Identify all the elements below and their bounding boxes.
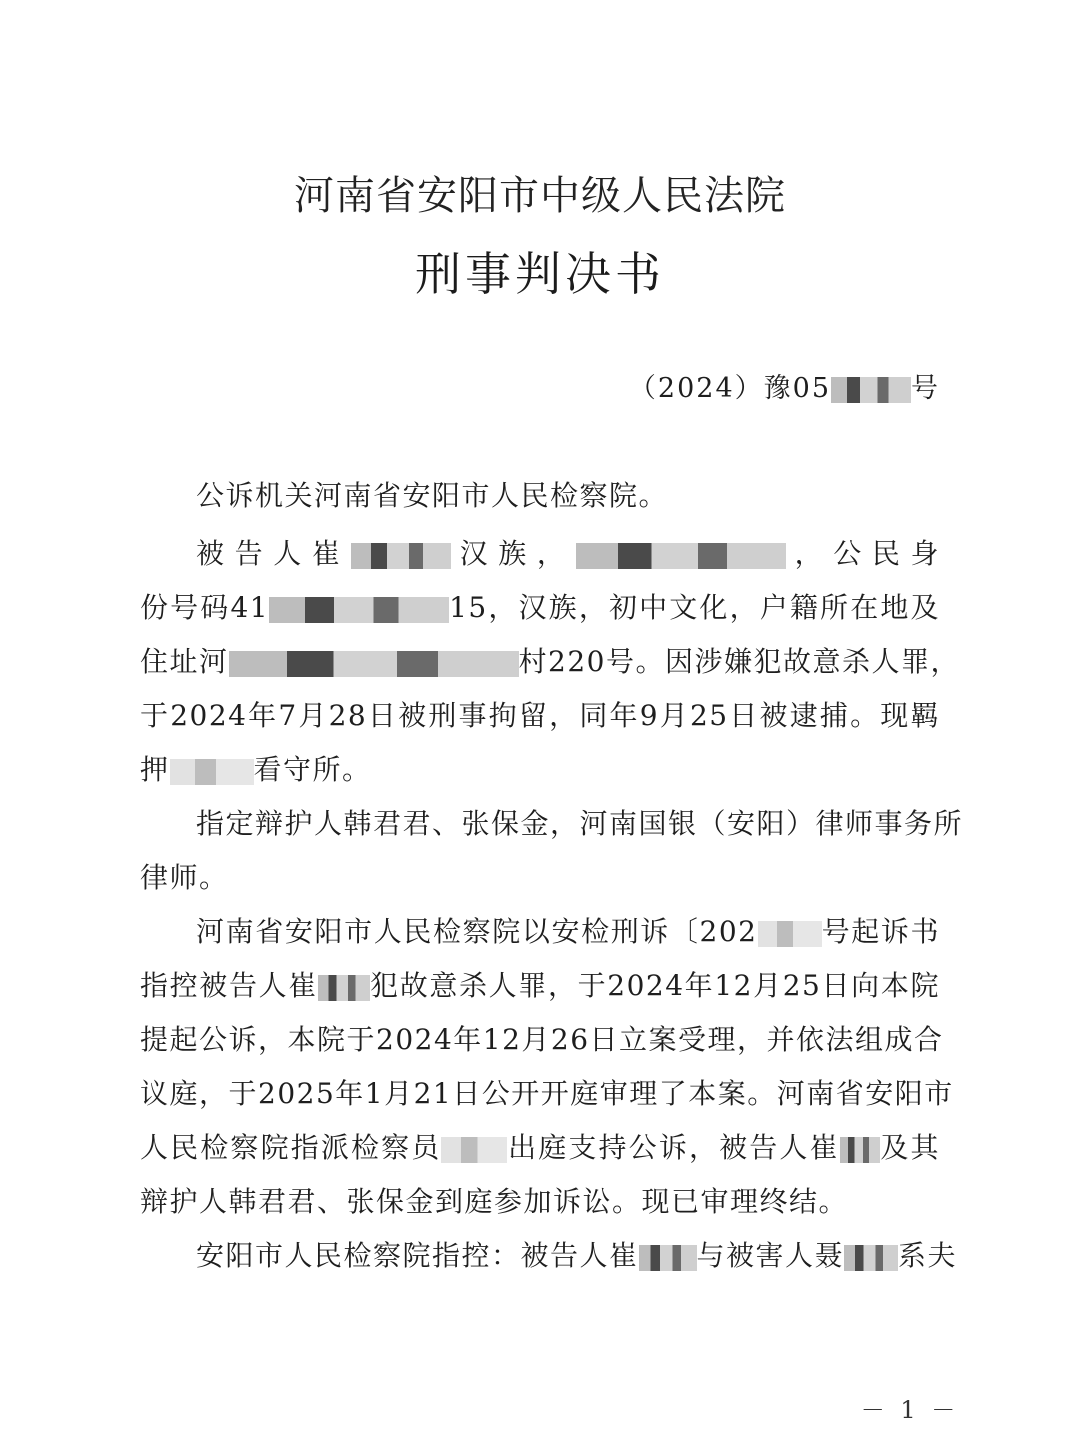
- text-segment: 份号码41: [140, 591, 270, 624]
- defender-line-1: 指定辩护人韩君君、张保金，河南国银（安阳）律师事务所: [196, 807, 964, 840]
- redaction-block: [758, 921, 822, 947]
- text-segment: 号起诉书: [821, 915, 940, 948]
- text-segment: 被告人崔: [196, 537, 351, 570]
- redaction-block: [639, 1245, 697, 1271]
- text-segment: 村220号。因涉嫌犯故意杀人罪，: [518, 645, 960, 678]
- defendant-line-1: [196, 534, 940, 574]
- defendant-line-3: [140, 642, 960, 682]
- defender-line-2: 律师。: [140, 861, 229, 894]
- page-number: － 1 －: [860, 1396, 960, 1424]
- redaction-block: [351, 543, 451, 569]
- accusation-line-1: [196, 1236, 958, 1276]
- court-name: 河南省安阳市中级人民法院: [294, 173, 786, 219]
- defendant-line-2: [140, 588, 940, 628]
- text-segment: 系夫: [898, 1239, 958, 1272]
- paragraph-prosecutor: 公诉机关河南省安阳市人民检察院。: [196, 479, 669, 512]
- text-segment: 及其: [879, 1131, 940, 1164]
- text-segment: 人民检察院指派检察员: [140, 1131, 442, 1164]
- case-number-prefix: （2024）豫05: [628, 373, 831, 404]
- redaction-block: [576, 543, 786, 569]
- text-segment: ，公民身: [785, 537, 940, 570]
- procedure-line-1: [196, 912, 940, 952]
- text-segment: 15，汉族，初中文化，户籍所在地及: [449, 591, 940, 624]
- redaction-block: [318, 975, 370, 1001]
- defendant-line-4: 于2024年7月28日被刑事拘留，同年9月25日被逮捕。现羁: [140, 699, 940, 732]
- text-segment: 押: [140, 753, 170, 786]
- case-number-suffix: 号: [911, 373, 940, 404]
- redaction-block: [844, 1245, 898, 1271]
- procedure-line-6: 辩护人韩君君、张保金到庭参加诉讼。现已审理终结。: [140, 1185, 849, 1218]
- redaction-block: [170, 759, 254, 785]
- redaction-block: [831, 377, 911, 403]
- text-segment: 与被害人聂: [696, 1239, 845, 1272]
- document-title: 刑事判决书: [415, 247, 665, 301]
- text-segment: 指控被告人崔: [140, 969, 318, 1002]
- case-number: [629, 366, 940, 405]
- procedure-line-3: 提起公诉，本院于2024年12月26日立案受理，并依法组成合: [140, 1023, 944, 1056]
- procedure-line-5: [140, 1128, 940, 1168]
- text-segment: 安阳市人民检察院指控：被告人崔: [196, 1239, 639, 1272]
- redaction-block: [441, 1137, 507, 1163]
- procedure-line-2: [140, 966, 940, 1006]
- text-segment: 河南省安阳市人民检察院以安检刑诉〔202: [196, 915, 758, 948]
- redaction-block: [269, 597, 449, 623]
- defendant-line-5: [140, 750, 940, 790]
- redaction-block: [229, 651, 519, 677]
- text-segment: 看守所。: [253, 753, 372, 786]
- text-segment: 汉族，: [450, 537, 576, 570]
- redaction-block: [840, 1137, 880, 1163]
- procedure-line-4: 议庭，于2025年1月21日公开开庭审理了本案。河南省安阳市: [140, 1077, 954, 1110]
- text-segment: 出庭支持公诉，被告人崔: [507, 1131, 840, 1164]
- text-segment: 犯故意杀人罪，于2024年12月25日向本院: [369, 969, 940, 1002]
- text-segment: 住址河: [140, 645, 229, 678]
